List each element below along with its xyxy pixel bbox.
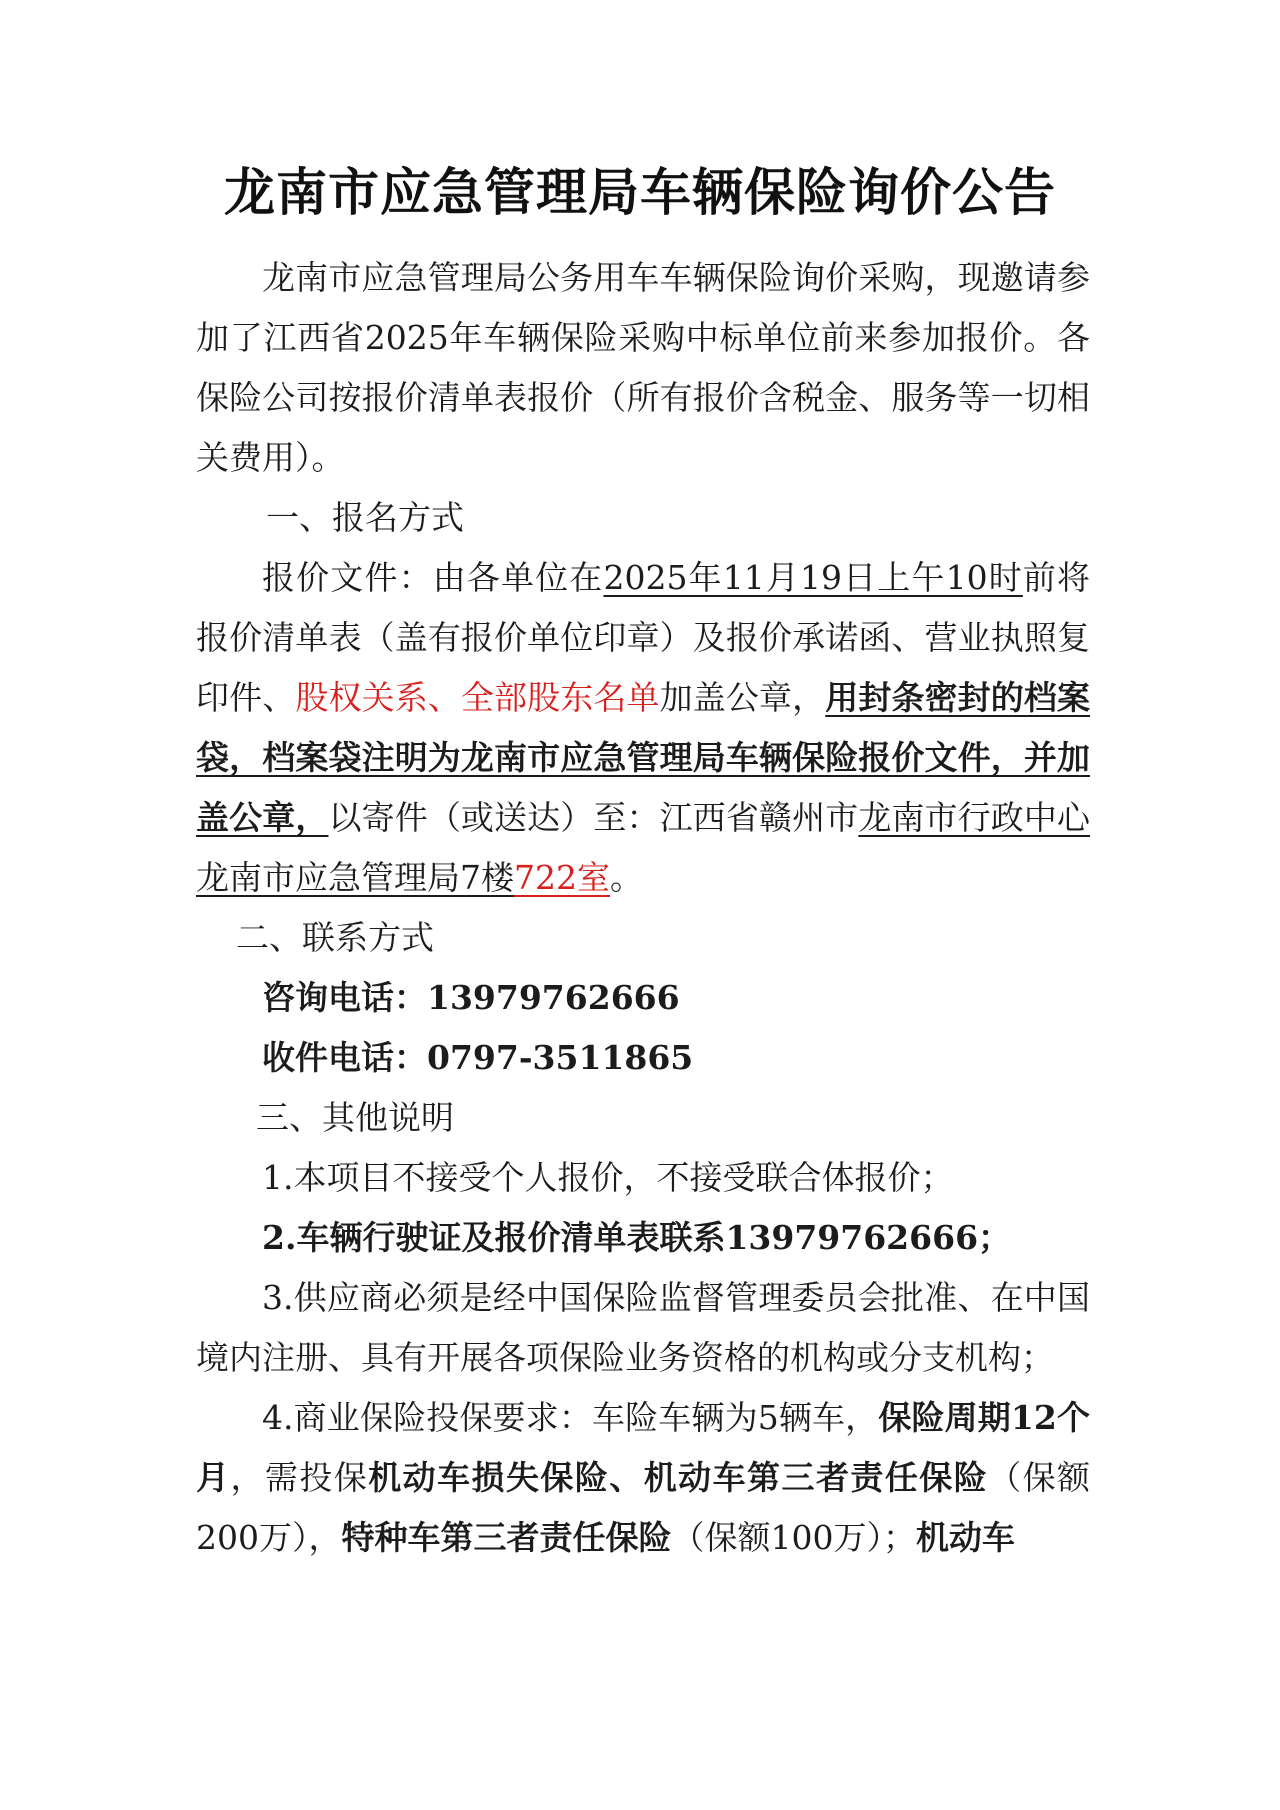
text-span: 报价文件：由各单位在 xyxy=(262,558,604,597)
text-span: 以寄件（或送达）至：江西省赣州市 xyxy=(328,798,859,837)
note-item-1: 1.本项目不接受个人报价，不接受联合体报价； xyxy=(262,1158,954,1197)
receive-phone: 收件电话：0797-3511865 xyxy=(262,1038,694,1077)
bold-span: 机动车损失保险、机动车第三者责任保险 xyxy=(368,1458,989,1497)
note-item-3: 3.供应商必须是经中国保险监督管理委员会批准、在中国境内注册、具有开展各项保险业务资格的机构或分支机构； xyxy=(196,1278,1090,1377)
red-required-items: 股权关系、全部股东名单 xyxy=(295,678,660,717)
note-item-4 xyxy=(196,1388,1090,1568)
sealing-requirement: 用封条密封的档案袋，档案袋注明为龙南市应急管理局车辆保险报价文件，并加盖公章， xyxy=(196,678,1091,837)
section-3-heading: 三、其他说明 xyxy=(256,1098,454,1137)
text-span: 加盖公章， xyxy=(659,678,826,717)
section-2-heading: 二、联系方式 xyxy=(236,918,434,957)
intro-paragraph: 龙南市应急管理局公务用车车辆保险询价采购，现邀请参加了江西省2025年车辆保险采购中标单位前来参加报价。各保险公司按报价清单表报价（所有报价含税金、服务等一切相关费用）。 xyxy=(196,258,1090,477)
document-body xyxy=(196,248,1090,1568)
bold-span: 机动车 xyxy=(916,1518,1015,1557)
text-span: 。 xyxy=(610,858,643,897)
bold-span: 特种车第三者责任保险 xyxy=(341,1518,672,1557)
room-number: 722室 xyxy=(514,858,610,897)
document-title: 龙南市应急管理局车辆保险询价公告 xyxy=(223,163,1056,223)
section-1-paragraph xyxy=(196,548,1090,908)
section-1-heading: 一、报名方式 xyxy=(266,498,464,537)
text-span: 前将报价清单表（盖有报价单位印章）及报价承诺函、营业执照复印件、 xyxy=(196,558,1091,717)
bold-span: 保险周期12个月 xyxy=(196,1398,1090,1497)
consult-phone: 咨询电话：13979762666 xyxy=(262,978,680,1017)
text-span: ，需投保 xyxy=(230,1458,369,1497)
text-span: 4.商业保险投保要求：车险车辆为5辆车， xyxy=(262,1398,879,1437)
deadline-text: 2025年11月19日上午10时 xyxy=(603,558,1023,597)
note-item-2: 2.车辆行驶证及报价清单表联系13979762666； xyxy=(262,1218,1012,1257)
address-text: 龙南市行政中心龙南市应急管理局7楼 xyxy=(196,798,1091,897)
text-span: （保额200万）， xyxy=(196,1458,1091,1557)
text-span: （保额100万）； xyxy=(671,1518,916,1557)
